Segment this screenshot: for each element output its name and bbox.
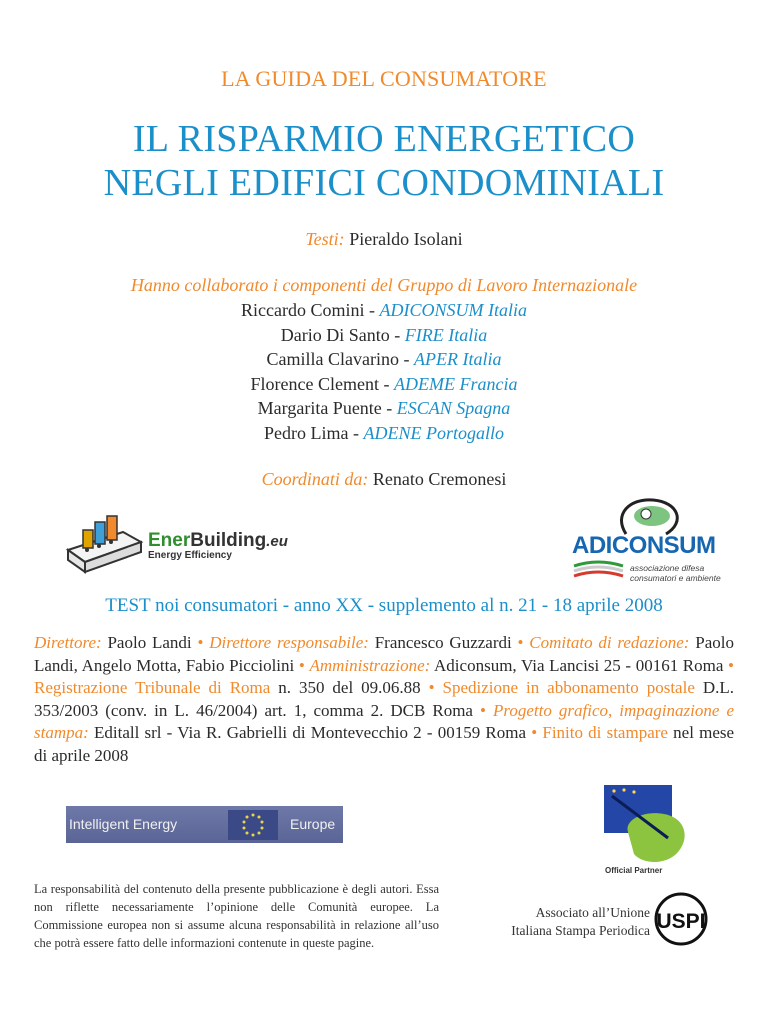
collaborators-heading: Hanno collaborato i componenti del Gruppo di Lavoro Internazionale (130, 275, 638, 295)
adiconsum-wordmark: ADICONSUM (572, 532, 716, 559)
collaborators-list (0, 298, 768, 445)
ie-banner-right-text: Europe (290, 816, 336, 832)
collaborator-name: Margarita Puente - (257, 398, 397, 418)
separator: • (294, 655, 310, 675)
adiconsum-tagline-2: consumatori e ambiente (630, 573, 721, 583)
series-title: LA GUIDA DEL CONSUMATORE (221, 66, 547, 91)
uspi-association (470, 904, 650, 940)
collaborator (0, 396, 768, 421)
credit-value: n. 350 del 09.06.88 (278, 678, 421, 698)
collaborator-name: Dario Di Santo - (280, 324, 405, 345)
assoc-line-1: Associato all’Unione (535, 905, 650, 920)
enerbuilding-tagline: Energy Efficiency (148, 550, 232, 561)
adiconsum-tagline-1: associazione difesa (630, 563, 705, 573)
collaborator-name: Riccardo Comini - (241, 300, 380, 320)
separator: • (723, 655, 734, 675)
eu-stars-icon (228, 810, 278, 840)
credit-label: Spedizione in abbonamento postale (442, 678, 695, 698)
uspi-logo (654, 892, 708, 946)
collaborator-org: ESCAN Spagna (396, 398, 511, 418)
collaborator (0, 421, 768, 446)
collaborator-name: Camilla Clavarino - (266, 349, 414, 369)
credit-label: Finito di stampare (542, 723, 668, 743)
credit-label: Amministrazione: (309, 655, 431, 675)
assoc-line-2: Italiana Stampa Periodica (511, 923, 650, 938)
credit-value: Francesco Guzzardi (374, 633, 512, 652)
disclaimer-text: La responsabilità del contenuto della presente pubblicazione è degli autori. Essa non riflette necessariamente l’opinione delle Comunità europee. La Commissione europea non si assume alcuna responsabilità in relazione all’uso che potrà essere fatto delle informazioni contenute in queste pagine. (34, 882, 439, 950)
official-partner-label: Official Partner (605, 866, 663, 875)
credit-value: Paolo Landi, Angelo Motta, Fabio Picciolini (34, 633, 734, 675)
collaborator (0, 298, 768, 323)
separator: • (511, 633, 530, 652)
ie-banner-left-text: Intelligent Energy (69, 816, 178, 832)
credit-label: Comitato di redazione: (529, 633, 690, 652)
separator: • (420, 678, 443, 698)
credit-label: Direttore: (34, 633, 102, 652)
collaborator-org: FIRE Italia (404, 324, 488, 345)
collaborator (0, 347, 768, 372)
title-line-2: NEGLI EDIFICI CONDOMINIALI (103, 162, 665, 204)
enerbuilding-eu: .eu (266, 533, 288, 550)
publication-line: TEST noi consumatori - anno XX - supplemento al n. 21 - 18 aprile 2008 (105, 595, 663, 616)
separator: • (472, 700, 494, 720)
credit-label: Direttore responsabile: (209, 633, 369, 652)
texts-label: Testi: (305, 229, 345, 249)
collaborator-name: Florence Clement - (250, 373, 394, 394)
collaborator-org: APER Italia (413, 349, 502, 369)
enerbuilding-ener: Ener (148, 530, 191, 551)
title-line-1: IL RISPARMIO ENERGETICO (132, 118, 636, 160)
credit-value: Paolo Landi (107, 633, 192, 652)
texts-author: Pieraldo Isolani (349, 229, 463, 249)
collaborator-org: ADENE Portogallo (363, 422, 504, 443)
coordinator-label: Coordinati da: (261, 469, 369, 489)
collaborator-org: ADEME Francia (394, 373, 518, 394)
collaborator (0, 372, 768, 397)
separator: • (526, 723, 543, 743)
texts-credit (0, 229, 768, 250)
coordinator-name: Renato Cremonesi (372, 469, 507, 489)
separator: • (191, 633, 210, 652)
official-partner-logo (594, 780, 694, 876)
coordinator-credit (0, 469, 768, 490)
enerbuilding-wordmark (148, 530, 288, 552)
credit-value: D.L. 353/2003 (conv. in L. 46/2004) art. 1, comma 2. DCB Roma (34, 678, 734, 720)
collaborator-org: ADICONSUM Italia (379, 300, 527, 320)
uspi-letters: USPI (656, 910, 706, 933)
credit-value: Editall srl - Via R. Gabrielli di Montevecchio 2 - 00159 Roma (93, 723, 527, 743)
enerbuilding-building: Building (190, 530, 267, 551)
collaborator-name: Pedro Lima - (264, 422, 364, 443)
credit-label: Progetto grafico, impaginazione e stampa: (34, 700, 734, 743)
collaborator (0, 323, 768, 348)
credit-label: Registrazione Tribunale di Roma (34, 678, 271, 698)
credit-value: nel mese di aprile 2008 (34, 723, 735, 765)
page-title (0, 117, 768, 205)
credit-value: Adiconsum, Via Lancisi 25 - 00161 Roma (434, 655, 724, 675)
credits-paragraph (34, 632, 734, 768)
